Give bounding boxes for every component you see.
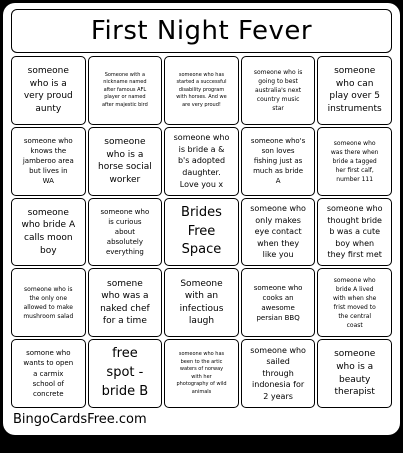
cell-text: someone who knows the jamberoo area but lives in WA — [22, 136, 74, 186]
bingo-cell-r4c2[interactable] — [88, 268, 163, 337]
bingo-card — [3, 3, 400, 435]
cell-text: someone who is bride a & b's adopted daughter. Love you x — [173, 133, 230, 189]
bingo-cell-r1c3[interactable] — [164, 56, 239, 125]
cell-text: someone who is a horse social worker — [98, 137, 152, 185]
cell-text: someone who can play over 5 instruments — [327, 66, 382, 114]
bingo-cell-r3c2[interactable] — [88, 198, 163, 267]
bingo-cell-r4c3[interactable] — [164, 268, 239, 337]
cell-text: Someone with a nickname named after famous AFL player or named after majestic bird — [101, 71, 148, 108]
cell-text: someone who was there when bride a tagged her first calf, number 111 — [330, 139, 379, 183]
cell-text: free spot - bride B — [101, 346, 149, 400]
bingo-cell-r4c5[interactable] — [317, 268, 392, 337]
cell-text: Someone with an infectious laugh — [179, 278, 224, 327]
cell-text: someone who only makes eye contact when they like you — [250, 204, 306, 260]
bingo-cell-r5c5[interactable] — [317, 339, 392, 408]
title-bar — [11, 9, 392, 53]
bingo-cell-r1c5[interactable] — [317, 56, 392, 125]
bingo-cell-r5c3[interactable] — [164, 339, 239, 408]
cell-text: somone who wants to open a carmix school of concrete — [23, 349, 74, 398]
cell-text: someone who bride A calls moon boy — [21, 207, 76, 256]
bingo-cell-r1c4[interactable] — [241, 56, 316, 125]
cell-text: someone who sailed through indonesia for 2 years — [250, 345, 306, 401]
bingo-cell-r1c2[interactable] — [88, 56, 163, 125]
bingo-cell-r2c3[interactable] — [164, 127, 239, 196]
cell-text: someone who thought bride b was a cute boy when they first met — [326, 204, 383, 260]
bingo-cell-r3c1[interactable] — [11, 198, 86, 267]
bingo-grid — [11, 56, 392, 408]
bingo-cell-r5c4[interactable] — [241, 339, 316, 408]
bingo-cell-r4c4[interactable] — [241, 268, 316, 337]
cell-text: someone who is curious about absolutely everything — [100, 207, 150, 257]
bingo-cell-r3c3[interactable] — [164, 198, 239, 267]
cell-text: someone who has been to the artic waters of norway with her photography of wild animals — [176, 351, 227, 395]
cell-text: someone who's son loves fishing just as much as bride A — [250, 136, 306, 186]
cell-text: someone who is a beauty therapist — [334, 349, 376, 398]
bingo-cell-r2c5[interactable] — [317, 127, 392, 196]
bingo-cell-r5c2[interactable] — [88, 339, 163, 408]
bingo-cell-r5c1[interactable] — [11, 339, 86, 408]
bingo-cell-r4c1[interactable] — [11, 268, 86, 337]
cell-text: Brides Free Space — [181, 204, 222, 258]
bingo-cell-r3c4[interactable] — [241, 198, 316, 267]
bingo-cell-r2c1[interactable] — [11, 127, 86, 196]
bingo-cell-r3c5[interactable] — [317, 198, 392, 267]
bingo-cell-r2c4[interactable] — [241, 127, 316, 196]
cell-text: someone who is a very proud aunty — [23, 66, 73, 114]
cell-text: someone who cooks an awesome persian BBQ — [253, 283, 303, 322]
cell-text: someone who has started a successful disability program with horses. And we are very proud! — [176, 71, 227, 108]
bingo-cell-r1c1[interactable] — [11, 56, 86, 125]
cell-text: someone who bride A lived with when she frist moved to the central coast — [333, 276, 377, 329]
cell-text: somene who was a naked chef for a time — [100, 278, 150, 327]
cell-text: someone who is the only one allowed to make mushroom salad — [23, 285, 74, 320]
card-title: First Night Fever — [90, 16, 313, 46]
footer-brand: BingoCardsFree.com — [13, 412, 147, 427]
cell-text: someone who is going to best australia's next country music star — [253, 68, 303, 112]
bingo-cell-r2c2[interactable] — [88, 127, 163, 196]
